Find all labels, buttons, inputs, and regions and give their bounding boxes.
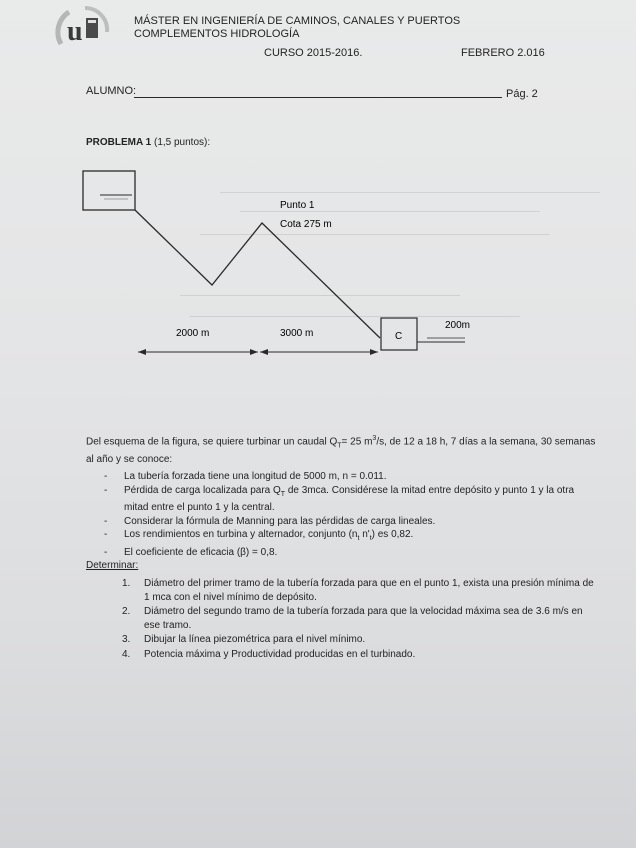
known-data-list xyxy=(104,470,598,559)
statement-sup: 3 xyxy=(372,435,377,442)
problem-statement xyxy=(86,432,598,467)
task-number: 2. xyxy=(122,606,131,617)
task-text: Potencia máxima y Productividad producidas en el turbinado. xyxy=(144,648,416,660)
task-number: 3. xyxy=(122,634,131,645)
known-item-sub: t xyxy=(369,535,372,542)
segment2-length-label: 3000 m xyxy=(280,328,314,339)
statement-text-2: = 25 m xyxy=(341,436,373,448)
known-item-text-mid: n' xyxy=(359,529,370,540)
known-item-text-rest: de 3mca. Considérese la mitad entre depósito y punto 1 y la otra mitad entre el punto 1 y la central. xyxy=(124,484,575,513)
problem-title xyxy=(86,137,210,148)
penstock-line xyxy=(135,210,380,338)
reservoir-box xyxy=(83,171,135,210)
known-item-text: Pérdida de carga localizada para Q xyxy=(124,484,281,496)
segment1-length-label: 2000 m xyxy=(176,328,210,339)
task-text: Diámetro del segundo tramo de la tubería forzada para que la velocidad máxima sea de 3.6 m/s en ese tramo. xyxy=(144,606,583,631)
task-number: 4. xyxy=(122,648,131,660)
list-item: - Considerar la fórmula de Manning para las pérdidas de carga lineales. xyxy=(104,515,436,527)
header-title-line2: COMPLEMENTOS HIDROLOGÍA xyxy=(134,28,300,40)
task-text: Dibujar la línea piezométrica para el nivel mínimo. xyxy=(144,634,366,645)
problem-title-label: PROBLEMA 1 xyxy=(86,137,152,148)
header-title-line1: MÁSTER EN INGENIERÍA DE CAMINOS, CANALES Y PUERTOS xyxy=(134,15,461,27)
svg-text:u: u xyxy=(67,16,83,47)
list-item xyxy=(122,577,600,604)
list-item: - Los rendimientos en turbina y alternador, conjunto ($n_t$ $n'_t$) es 0,82. xyxy=(104,529,414,542)
list-item xyxy=(122,633,600,647)
statement-text-3: /s, de 12 a 18 h, 7 días a la semana, 30 semanas al año y se conoce: xyxy=(86,436,596,466)
exam-date: FEBRERO 2.016 xyxy=(461,47,545,59)
statement-text: Del esquema de la figura, se quiere turbinar un caudal Q xyxy=(86,436,338,448)
known-item-sub: T xyxy=(280,490,286,498)
known-item-text: Los rendimientos en turbina y alternador, conjunto (n xyxy=(124,529,358,540)
statement-sub: T xyxy=(337,442,342,450)
list-item xyxy=(122,648,600,662)
problem-points: (1,5 puntos): xyxy=(153,137,211,148)
list-item xyxy=(122,605,600,632)
known-item-text: La tubería forzada tiene una longitud de 5000 m, n = 0.011. xyxy=(124,471,387,482)
student-name-label: ALUMNO: xyxy=(86,85,137,97)
known-item-sub: t xyxy=(357,535,360,542)
list-item: - La tubería forzada tiene una longitud de 5000 m, n = 0.011. xyxy=(104,471,387,482)
known-item-text: Considerar la fórmula de Manning para las pérdidas de carga lineales. xyxy=(124,515,436,527)
task-list xyxy=(122,577,600,662)
elevation-label: Cota 275 m xyxy=(280,219,332,230)
determine-heading: Determinar: xyxy=(86,560,139,571)
list-item: - El coeficiente de eficacia (β) = 0,8. xyxy=(104,546,278,558)
known-item-text-rest: ) es 0,82. xyxy=(371,529,414,540)
point-label: Punto 1 xyxy=(280,200,315,211)
list-item: - Pérdida de carga localizada para $Q_T$ de 3mca. Considérese la mitad entre depósito y punto 1 y la otra mitad entre el punto 1 y la central. xyxy=(104,484,575,513)
outlet-length-label: 200m xyxy=(445,320,471,331)
course-year: CURSO 2015-2016. xyxy=(264,47,363,59)
central-label: C xyxy=(395,331,403,342)
page-number: Pág. 2 xyxy=(506,88,538,100)
student-name-line xyxy=(134,97,502,98)
task-number: 1. xyxy=(122,578,131,589)
task-text: Diámetro del primer tramo de la tubería forzada para que en el punto 1, exista una presión mínima de 1 mca con el nivel mínimo de depósito. xyxy=(144,578,594,603)
known-item-text: El coeficiente de eficacia (β) = 0,8. xyxy=(124,546,278,558)
pipeline-diagram xyxy=(80,165,500,365)
university-logo xyxy=(55,4,115,48)
